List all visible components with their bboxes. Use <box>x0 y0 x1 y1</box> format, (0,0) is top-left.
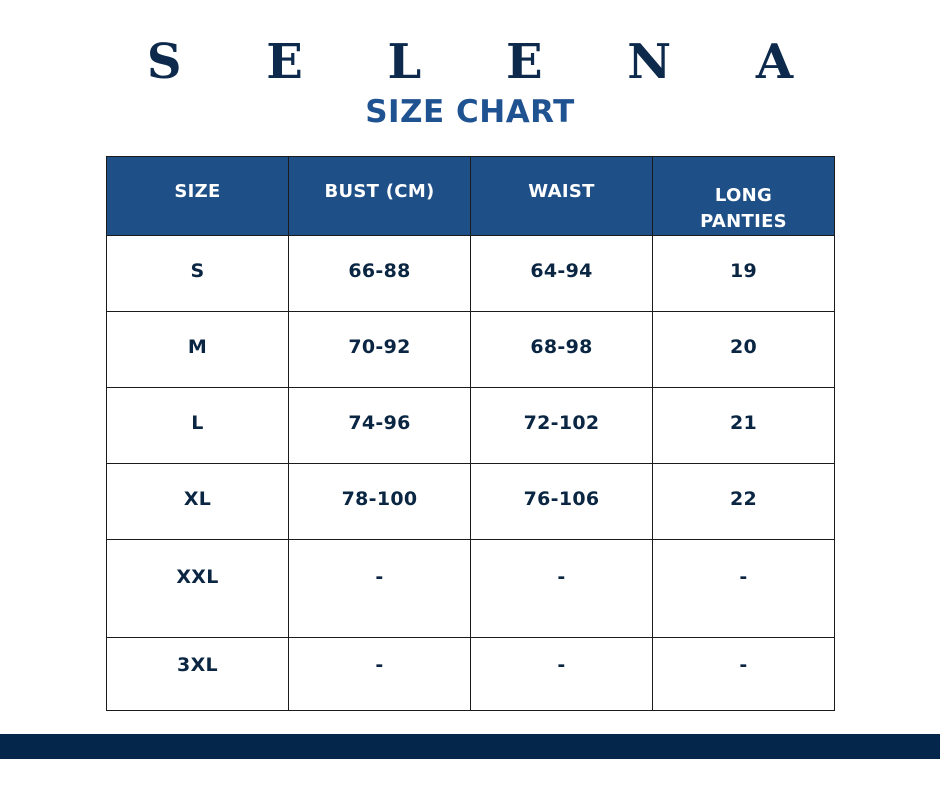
bust-cell: 70-92 <box>289 312 471 388</box>
waist-cell: - <box>471 540 653 638</box>
long-panties-cell: 21 <box>653 388 835 464</box>
size-cell: XXL <box>107 540 289 638</box>
column-header-long-line: LONG <box>714 185 773 206</box>
table-row <box>107 464 835 540</box>
long-panties-cell: 19 <box>653 236 835 312</box>
size-cell: M <box>107 312 289 388</box>
footer-bar <box>0 734 940 759</box>
waist-cell: 64-94 <box>471 236 653 312</box>
waist-cell: 72-102 <box>471 388 653 464</box>
waist-cell: 68-98 <box>471 312 653 388</box>
bust-cell: 66-88 <box>289 236 471 312</box>
table-row <box>107 638 835 711</box>
size-chart-table <box>106 156 835 711</box>
bust-cell: 78-100 <box>289 464 471 540</box>
long-panties-cell: 20 <box>653 312 835 388</box>
size-cell: S <box>107 236 289 312</box>
long-panties-cell: - <box>653 638 835 711</box>
column-header-panties-line: PANTIES <box>700 211 787 232</box>
size-cell: XL <box>107 464 289 540</box>
brand-title: S E L E N A <box>146 34 828 90</box>
column-header-waist: WAIST <box>471 157 653 236</box>
table-header-row <box>107 157 835 236</box>
size-chart-subtitle: SIZE CHART <box>365 94 575 130</box>
size-cell: 3XL <box>107 638 289 711</box>
table-row <box>107 236 835 312</box>
column-header-bust: BUST (CM) <box>289 157 471 236</box>
bust-cell: - <box>289 540 471 638</box>
bust-cell: - <box>289 638 471 711</box>
waist-cell: 76-106 <box>471 464 653 540</box>
long-panties-cell: - <box>653 540 835 638</box>
table-row <box>107 312 835 388</box>
long-panties-cell: 22 <box>653 464 835 540</box>
table-row <box>107 540 835 638</box>
bust-cell: 74-96 <box>289 388 471 464</box>
column-header-long-panties <box>653 157 835 236</box>
waist-cell: - <box>471 638 653 711</box>
size-cell: L <box>107 388 289 464</box>
column-header-size: SIZE <box>107 157 289 236</box>
table-row <box>107 388 835 464</box>
